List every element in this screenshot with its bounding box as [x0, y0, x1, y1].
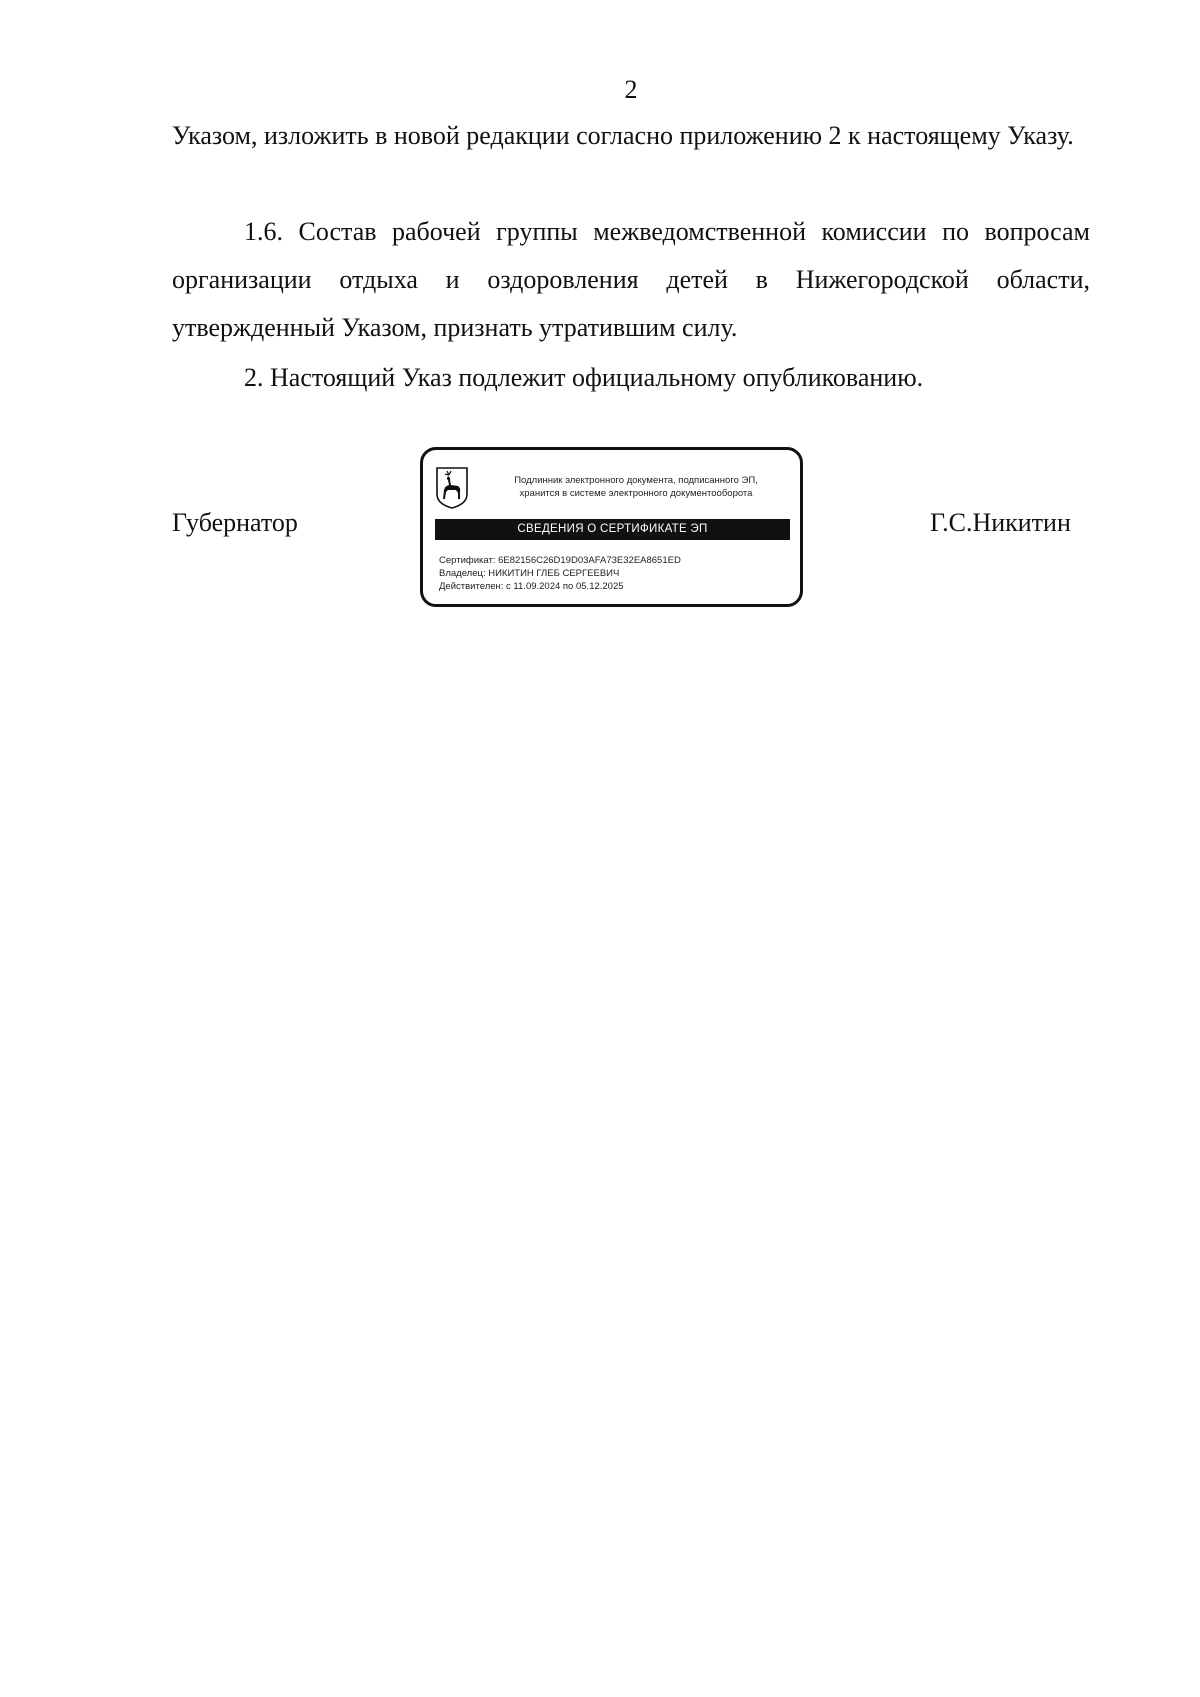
paragraph-continuation-text: Указом, изложить в новой редакции согласно приложению 2 к настоящему Указу.	[172, 121, 1074, 150]
certificate-row	[439, 554, 681, 567]
owner-label: Владелец:	[439, 568, 486, 579]
page-number: 2	[624, 75, 638, 104]
paragraph-item-1-6-text: 1.6. Состав рабочей группы межведомственной комиссии по вопросам организации отдыха и оздоровления детей в Нижегородской области, утвержденный Указом, признать утратившим силу.	[172, 217, 1090, 342]
validity-label: Действителен:	[439, 581, 504, 592]
stamp-certificate-details	[439, 554, 681, 593]
electronic-signature-stamp	[420, 447, 803, 607]
stamp-header-line-2: хранится в системе электронного документооборота	[519, 488, 753, 499]
paragraph-continuation	[172, 112, 1090, 160]
stamp-header	[477, 474, 795, 500]
validity-value: с 11.09.2024 по 05.12.2025	[506, 581, 624, 592]
coat-of-arms-deer-icon	[435, 466, 469, 510]
owner-value: НИКИТИН ГЛЕБ СЕРГЕЕВИЧ	[488, 568, 620, 579]
owner-row	[439, 567, 681, 580]
certificate-label: Сертификат:	[439, 555, 496, 566]
certificate-value: 6E82156C26D19D03AFA73E32EA8651ED	[498, 555, 681, 566]
signer-name: Г.С.Никитин	[930, 508, 1071, 537]
signer-position: Губернатор	[172, 508, 298, 537]
stamp-title: СВЕДЕНИЯ О СЕРТИФИКАТЕ ЭП	[435, 519, 790, 540]
paragraph-item-1-6	[172, 208, 1090, 352]
validity-row	[439, 580, 681, 593]
paragraph-item-2-text: 2. Настоящий Указ подлежит официальному опубликованию.	[244, 363, 924, 392]
stamp-header-line-1: Подлинник электронного документа, подписанного ЭП,	[514, 475, 758, 486]
paragraph-item-2	[172, 354, 1090, 402]
